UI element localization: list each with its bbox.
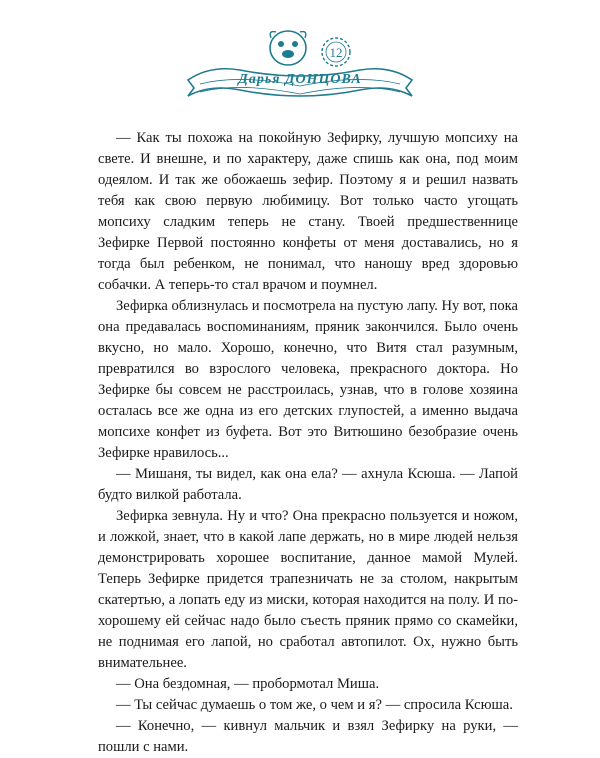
paragraph: — Мишаня, ты видел, как она ела? — ахнула Ксюша. — Лапой будто вилкой работала. (98, 466, 518, 503)
page-header (180, 10, 420, 105)
page-number: 12 (329, 45, 343, 60)
paragraph: — Ты сейчас думаешь о том же, о чем и я? — спросила Ксюша. (116, 697, 513, 713)
pug-emblem-icon (270, 31, 306, 65)
body-text (98, 128, 518, 758)
author-name: Дарья ДОНЦОВА (238, 72, 362, 87)
paragraph: — Она бездомная, — пробормотал Миша. (116, 676, 380, 692)
paragraph: Зефирка зевнула. Ну и что? Она прекрасно пользуется и ножом, и ложкой, знает, что в какой лапе держать, но в мире людей нельзя демонстрировать хорошее воспитание, данное мамой Мулей. Теперь Зефирке придется трапезничать не за столом, накрытым скатертью, а лопать еду из миски, которая находится на полу. И по-хорошему ей сейчас надо было съесть пряник прямо со скамейки, не поднимая его лапой, но сработал автопилот. Ох, нужно быть внимательнее. (98, 508, 518, 671)
paragraph: — Как ты похожа на покойную Зефирку, лучшую мопсиху на свете. И внешне, и по характеру, даже спишь как она, под моим одеялом. И так же обожаешь зефир. Поэтому я и решил назвать тебя как свою первую любимицу. Вот только часто угощать мопсиху сладким теперь не стану. Твоей предшественнице Зефирке Первой постоянно конфеты от меня доставались, но я тогда был ребенком, не понимал, что наношу вред здоровью собачки. А теперь-то стал врачом и поумнел. (98, 130, 518, 293)
paragraph: — Конечно, — кивнул мальчик и взял Зефирку на руки, — пошли с нами. (98, 718, 518, 755)
paragraph: Зефирка облизнулась и посмотрела на пустую лапу. Ну вот, пока она предавалась воспоминаниям, пряник закончился. Было очень вкусно, но мало. Хорошо, конечно, что Витя стал разумным, превратился во взрослого человека, прекрасного доктора. Но Зефирке бы совсем не расстроилась, узнав, что в голове хозяина осталась все же одна из его детских глупостей, а именно выдача мопсихе конфет из буфета. Вот это Витюшино безобразие очень Зефирке нравилось... (98, 298, 518, 461)
ribbon-banner-icon (180, 10, 420, 105)
